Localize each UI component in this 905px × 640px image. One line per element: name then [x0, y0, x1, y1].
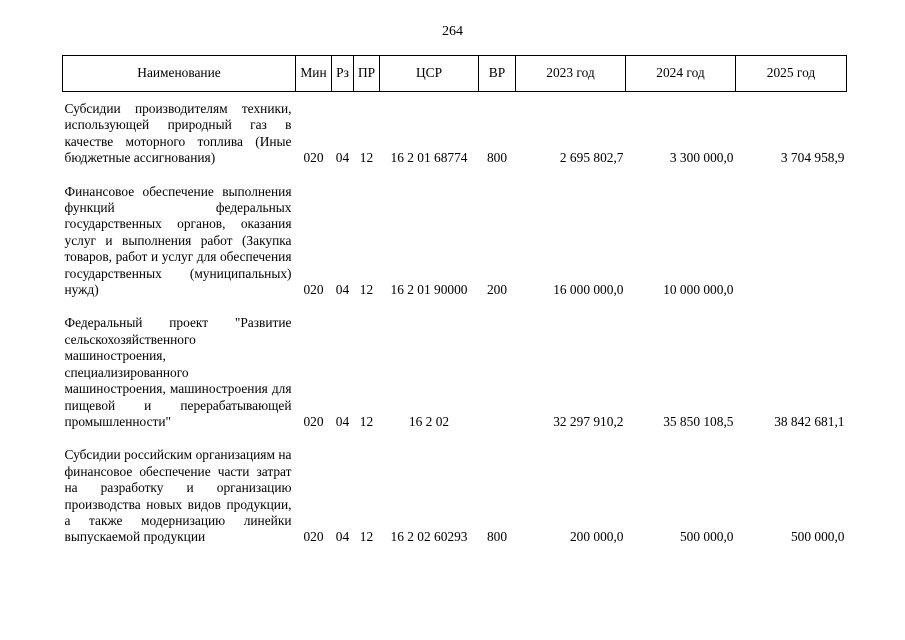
row-vr: 800 — [486, 150, 508, 166]
row-min: 020 — [303, 413, 324, 429]
row-min: 020 — [303, 282, 324, 298]
table-row — [63, 92, 847, 184]
row-csr: 16 2 02 — [408, 413, 450, 429]
row-min: 020 — [303, 529, 324, 545]
row-pr: 12 — [359, 529, 374, 545]
row-rz: 04 — [335, 529, 350, 545]
header-2024: 2024 год — [626, 56, 736, 92]
table-header-row — [63, 56, 847, 92]
row-pr: 12 — [359, 413, 374, 429]
table-row — [63, 184, 847, 316]
budget-table — [62, 55, 847, 546]
row-2024: 10 000 000,0 — [663, 282, 734, 298]
header-2023: 2023 год — [516, 56, 626, 92]
row-rz: 04 — [335, 413, 350, 429]
row-2025 — [736, 184, 847, 316]
header-vr: ВР — [479, 56, 516, 92]
row-2023: 2 695 802,7 — [559, 150, 624, 166]
row-2024: 35 850 108,5 — [663, 413, 734, 429]
row-2023: 200 000,0 — [569, 529, 624, 545]
row-2025: 3 704 958,9 — [780, 150, 845, 166]
row-2024: 3 300 000,0 — [669, 150, 734, 166]
header-min: Мин — [296, 56, 332, 92]
header-csr: ЦСР — [380, 56, 479, 92]
row-name: Субсидии производителям техники, использующей природный газ в качестве моторного топлива (Иные бюджетные ассигнования) — [64, 101, 292, 166]
row-csr: 16 2 01 68774 — [390, 150, 468, 166]
header-2025: 2025 год — [736, 56, 847, 92]
row-2025: 38 842 681,1 — [774, 413, 845, 429]
table-row — [63, 447, 847, 545]
table-row — [63, 315, 847, 447]
header-name: Наименование — [63, 56, 296, 92]
row-name: Финансовое обеспечение выполнения функций федеральных государственных органов, оказания услуг и выполнения работ (Закупка товаров, работ и услуг для обеспечения государственных (муниципальных) нужд) — [64, 183, 292, 298]
row-vr: 800 — [486, 529, 508, 545]
row-pr: 12 — [359, 282, 374, 298]
row-2023: 16 000 000,0 — [553, 282, 624, 298]
row-name: Субсидии российским организациям на финансовое обеспечение части затрат на разработку и организацию производства новых видов продукции, а также модернизацию линейки выпускаемой продукции — [64, 447, 292, 545]
row-2025: 500 000,0 — [790, 529, 845, 545]
row-csr: 16 2 01 90000 — [390, 282, 468, 298]
row-rz: 04 — [335, 282, 350, 298]
row-min: 020 — [303, 150, 324, 166]
page-number: 264 — [442, 24, 463, 39]
header-pr: ПР — [354, 56, 380, 92]
row-name: Федеральный проект "Развитие сельскохозяйственного машиностроения, специализированного машиностроения, машиностроения для пищевой и перерабатывающей промышленности" — [64, 315, 292, 429]
header-rz: Рз — [332, 56, 354, 92]
row-2023: 32 297 910,2 — [553, 413, 624, 429]
row-vr: 200 — [486, 282, 508, 298]
row-rz: 04 — [335, 150, 350, 166]
row-csr: 16 2 02 60293 — [390, 529, 468, 545]
row-2024: 500 000,0 — [679, 529, 734, 545]
row-pr: 12 — [359, 150, 374, 166]
row-vr — [479, 315, 516, 447]
